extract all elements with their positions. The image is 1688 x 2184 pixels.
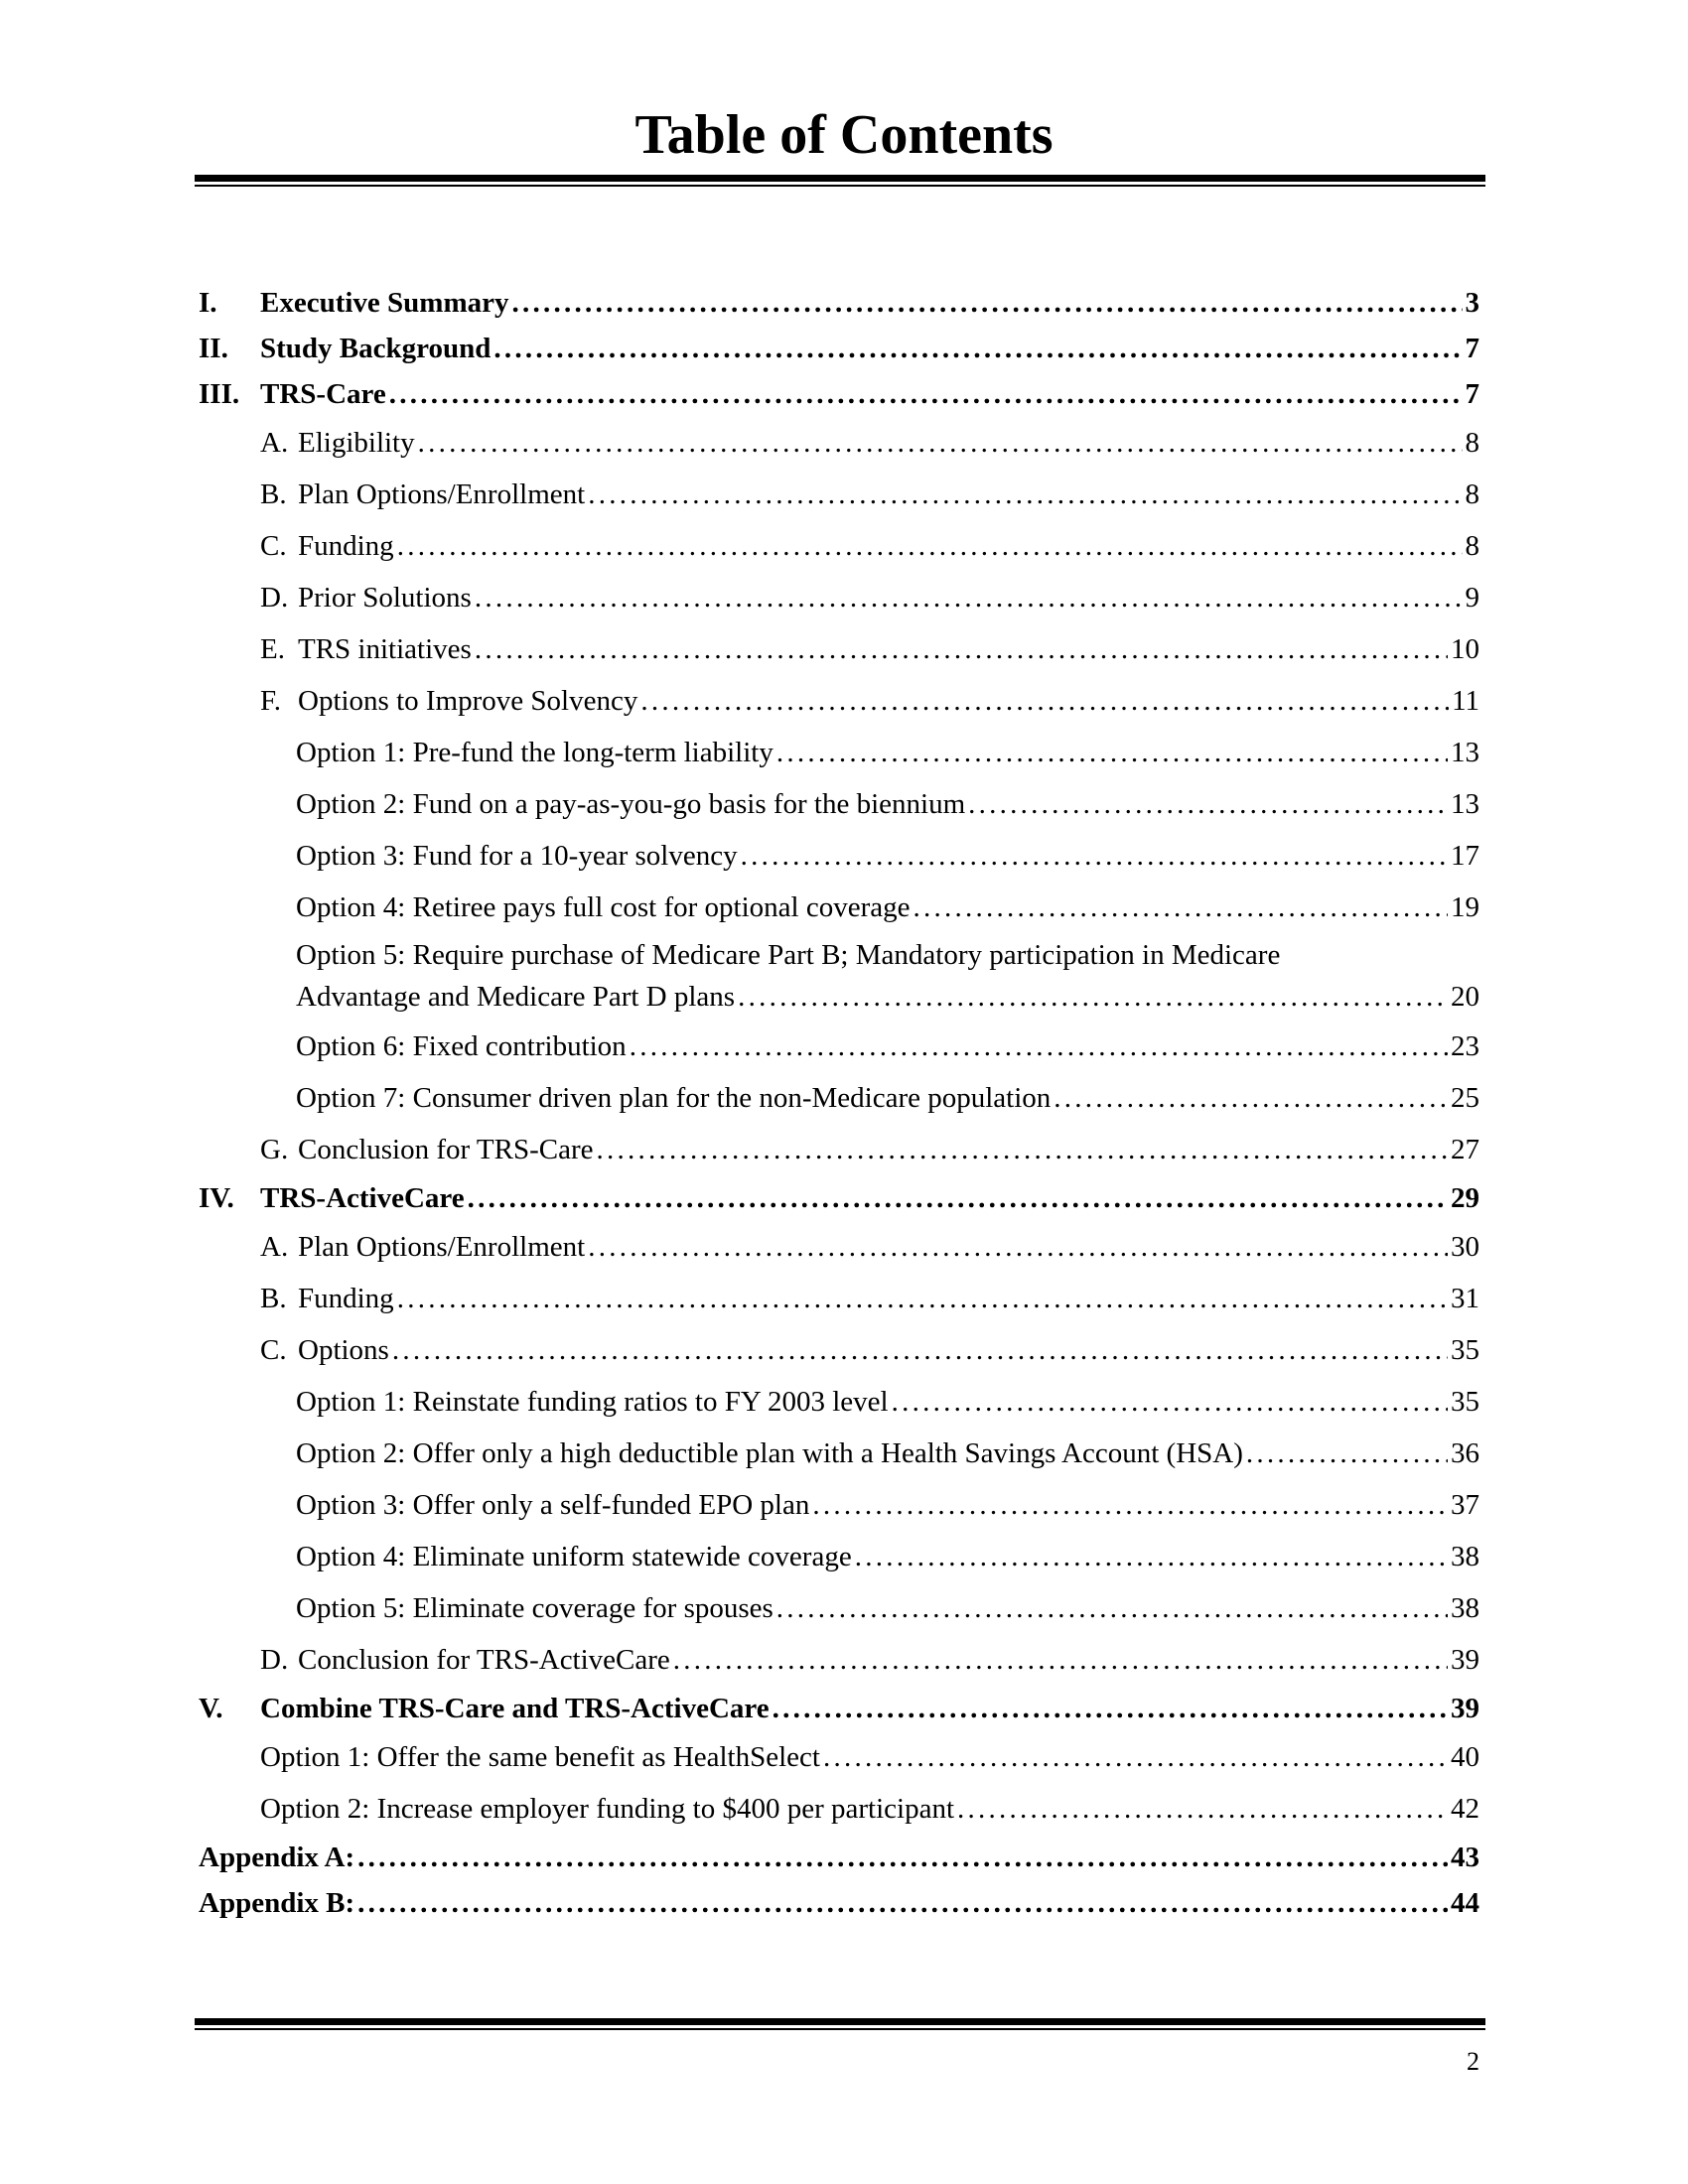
dot-leader	[812, 1479, 1448, 1531]
toc-entry-care-option-6[interactable]	[199, 1021, 1479, 1072]
dot-leader	[468, 1175, 1448, 1221]
dot-leader	[1246, 1428, 1448, 1479]
page-title: Table of Contents	[634, 104, 1054, 166]
dot-leader	[397, 1273, 1448, 1324]
toc-entry-page: 39	[1451, 1644, 1479, 1676]
toc-entry-options-to-improve-solvency[interactable]	[199, 675, 1479, 727]
toc-entry-activecare-option-5[interactable]	[199, 1582, 1479, 1634]
toc-entry-page: 17	[1451, 840, 1479, 872]
toc-entry-care-option-7[interactable]	[199, 1072, 1479, 1124]
toc-entry-activecare-plan-options[interactable]	[199, 1221, 1479, 1273]
dot-leader	[914, 882, 1449, 933]
toc-entry-title-line-1: Option 5: Require purchase of Medicare Part B; Mandatory participation in Medicare	[296, 939, 1281, 971]
toc-entry-study-background[interactable]	[199, 326, 1479, 371]
toc-entry-title: Appendix B:	[199, 1887, 355, 1919]
toc-entry-page: 38	[1451, 1541, 1479, 1572]
toc-entry-title: Option 4: Eliminate uniform statewide coverage	[296, 1541, 852, 1572]
dot-leader	[630, 1021, 1448, 1072]
toc-entry-trs-initiatives[interactable]	[199, 623, 1479, 675]
toc-entry-page: 40	[1451, 1741, 1479, 1773]
toc-entry-page: 29	[1451, 1182, 1479, 1214]
toc-entry-activecare-option-1[interactable]	[199, 1376, 1479, 1428]
toc-entry-page: 35	[1451, 1386, 1479, 1418]
toc-entry-title: TRS-Care	[260, 378, 386, 410]
toc-entry-title: Appendix A:	[199, 1842, 355, 1873]
toc-entry-combine-option-1[interactable]	[199, 1731, 1479, 1783]
toc-entry-number: IV.	[199, 1182, 234, 1214]
dot-leader	[357, 1880, 1448, 1926]
dot-leader	[588, 469, 1462, 520]
dot-leader	[855, 1531, 1448, 1582]
toc-entry-activecare-options[interactable]	[199, 1324, 1479, 1376]
toc-entry-number: G.	[260, 1134, 289, 1165]
toc-entry-page: 43	[1451, 1842, 1479, 1873]
toc-entry-page: 30	[1451, 1231, 1479, 1263]
dot-leader	[823, 1731, 1448, 1783]
toc-entry-page: 20	[1451, 981, 1479, 1013]
toc-entry-title: Funding	[298, 1283, 394, 1314]
toc-entry-title: Option 4: Retiree pays full cost for optional coverage	[296, 891, 911, 923]
toc-entry-activecare-option-2[interactable]	[199, 1428, 1479, 1479]
toc-entry-number: D.	[260, 582, 289, 614]
toc-entry-executive-summary[interactable]	[199, 280, 1479, 326]
toc-entry-title: Eligibility	[298, 427, 415, 459]
toc-entry-number: II.	[199, 333, 228, 364]
toc-entry-page: 8	[1465, 478, 1479, 510]
toc-entry-number: III.	[199, 378, 240, 410]
toc-entry-title: Option 3: Fund for a 10-year solvency	[296, 840, 738, 872]
toc-entry-activecare-option-4[interactable]	[199, 1531, 1479, 1582]
toc-entry-activecare-option-3[interactable]	[199, 1479, 1479, 1531]
dot-leader	[512, 280, 1463, 326]
toc-entry-page: 23	[1451, 1030, 1479, 1062]
toc-entry-title: Funding	[298, 530, 394, 562]
toc-entry-title: Executive Summary	[260, 287, 509, 319]
toc-entry-number: B.	[260, 478, 287, 510]
toc-entry-number: B.	[260, 1283, 287, 1314]
toc-entry-page: 9	[1465, 582, 1479, 614]
toc-entry-number: E.	[260, 633, 285, 665]
toc-entry-number: V.	[199, 1693, 223, 1724]
toc-entry-page: 8	[1465, 427, 1479, 459]
page-number: 2	[1467, 2047, 1479, 2076]
dot-leader	[475, 623, 1448, 675]
toc-entry-care-option-1[interactable]	[199, 727, 1479, 778]
toc-entry-title: Study Background	[260, 333, 492, 364]
dot-leader	[776, 727, 1448, 778]
dot-leader	[475, 572, 1463, 623]
toc-entry-page: 10	[1451, 633, 1479, 665]
toc-entry-funding[interactable]	[199, 520, 1479, 572]
toc-entry-page: 37	[1451, 1489, 1479, 1521]
footer-rule	[195, 2018, 1485, 2030]
toc-entry-plan-options-enrollment[interactable]	[199, 469, 1479, 520]
toc-entry-title: Option 2: Fund on a pay-as-you-go basis for the biennium	[296, 788, 966, 820]
toc-entry-page: 36	[1451, 1437, 1479, 1469]
toc-entry-care-option-2[interactable]	[199, 778, 1479, 830]
toc-entry-page: 7	[1465, 333, 1479, 364]
toc-entry-number: F.	[260, 685, 282, 717]
toc-entry-number: D.	[260, 1644, 289, 1676]
toc-entry-number: A.	[260, 1231, 289, 1263]
dot-leader	[597, 1124, 1449, 1175]
dot-leader	[493, 326, 1462, 371]
toc-entry-title: Prior Solutions	[298, 582, 472, 614]
toc-entry-combine-option-2[interactable]	[199, 1783, 1479, 1835]
toc-entry-page: 27	[1451, 1134, 1479, 1165]
dot-leader	[738, 977, 1448, 1017]
toc-entry-page: 8	[1465, 530, 1479, 562]
toc-entry-page: 31	[1451, 1283, 1479, 1314]
toc-entry-title: Plan Options/Enrollment	[298, 1231, 586, 1263]
toc-entry-title: Plan Options/Enrollment	[298, 478, 586, 510]
toc-entry-title: Conclusion for TRS-ActiveCare	[298, 1644, 670, 1676]
toc-entry-eligibility[interactable]	[199, 417, 1479, 469]
toc-entry-conclusion-trs-activecare[interactable]	[199, 1634, 1479, 1686]
header-rule	[195, 175, 1485, 187]
dot-leader	[741, 830, 1448, 882]
toc-entry-page: 7	[1465, 378, 1479, 410]
toc-entry-title: TRS initiatives	[298, 633, 472, 665]
toc-entry-page: 19	[1451, 891, 1479, 923]
toc-entry-care-option-3[interactable]	[199, 830, 1479, 882]
toc-entry-title: Option 1: Offer the same benefit as HealthSelect	[260, 1741, 820, 1773]
toc-entry-title: TRS-ActiveCare	[260, 1182, 465, 1214]
dot-leader	[673, 1634, 1448, 1686]
toc-entry-title-line-2: Advantage and Medicare Part D plans	[296, 981, 736, 1013]
toc-entry-title: Option 5: Eliminate coverage for spouses	[296, 1592, 774, 1624]
toc-entry-title: Option 1: Pre-fund the long-term liability	[296, 737, 774, 768]
toc-entry-title: Option 6: Fixed contribution	[296, 1030, 627, 1062]
toc-entry-page: 35	[1451, 1334, 1479, 1366]
dot-leader	[392, 1324, 1448, 1376]
toc-entry-page: 38	[1451, 1592, 1479, 1624]
toc-entry-appendix-a[interactable]	[199, 1835, 1479, 1880]
toc-entry-title: Conclusion for TRS-Care	[298, 1134, 594, 1165]
toc-entry-trs-activecare[interactable]	[199, 1175, 1479, 1221]
toc-entry-title: Option 1: Reinstate funding ratios to FY 2003 level	[296, 1386, 889, 1418]
toc-entry-trs-care[interactable]	[199, 371, 1479, 417]
dot-leader	[389, 371, 1463, 417]
toc-entry-number: A.	[260, 427, 289, 459]
toc-entry-number: C.	[260, 530, 287, 562]
dot-leader	[776, 1582, 1448, 1634]
dot-leader	[957, 1783, 1448, 1835]
toc-entry-title: Options to Improve Solvency	[298, 685, 638, 717]
toc-entry-title: Option 2: Increase employer funding to $400 per participant	[260, 1793, 955, 1825]
toc-entry-number: I.	[199, 287, 217, 319]
toc-entry-page: 44	[1451, 1887, 1479, 1919]
toc-entry-number: C.	[260, 1334, 287, 1366]
toc-entry-title: Combine TRS-Care and TRS-ActiveCare	[260, 1693, 770, 1724]
dot-leader	[640, 675, 1449, 727]
toc-entry-title: Option 3: Offer only a self-funded EPO plan	[296, 1489, 810, 1521]
toc-entry-title: Option 7: Consumer driven plan for the non-Medicare population	[296, 1082, 1052, 1114]
toc-entry-page: 13	[1451, 788, 1479, 820]
toc-entry-page: 3	[1465, 287, 1479, 319]
toc-entry-appendix-b[interactable]	[199, 1880, 1479, 1926]
table-of-contents	[199, 280, 1479, 1926]
dot-leader	[397, 520, 1463, 572]
dot-leader	[588, 1221, 1448, 1273]
toc-entry-care-option-5[interactable]	[199, 933, 1479, 1021]
dot-leader	[418, 417, 1463, 469]
toc-entry-conclusion-trs-care[interactable]	[199, 1124, 1479, 1175]
toc-entry-page: 11	[1452, 685, 1479, 717]
toc-entry-page: 25	[1451, 1082, 1479, 1114]
toc-entry-prior-solutions[interactable]	[199, 572, 1479, 623]
toc-entry-activecare-funding[interactable]	[199, 1273, 1479, 1324]
dot-leader	[357, 1835, 1448, 1880]
toc-entry-care-option-4[interactable]	[199, 882, 1479, 933]
dot-leader	[968, 778, 1448, 830]
toc-entry-combine[interactable]	[199, 1686, 1479, 1731]
toc-entry-page: 39	[1451, 1693, 1479, 1724]
dot-leader	[892, 1376, 1448, 1428]
dot-leader	[1054, 1072, 1448, 1124]
dot-leader	[773, 1686, 1448, 1731]
toc-entry-page: 42	[1451, 1793, 1479, 1825]
toc-entry-page: 13	[1451, 737, 1479, 768]
toc-entry-title: Option 2: Offer only a high deductible plan with a Health Savings Account (HSA)	[296, 1437, 1243, 1469]
toc-entry-title: Options	[298, 1334, 389, 1366]
